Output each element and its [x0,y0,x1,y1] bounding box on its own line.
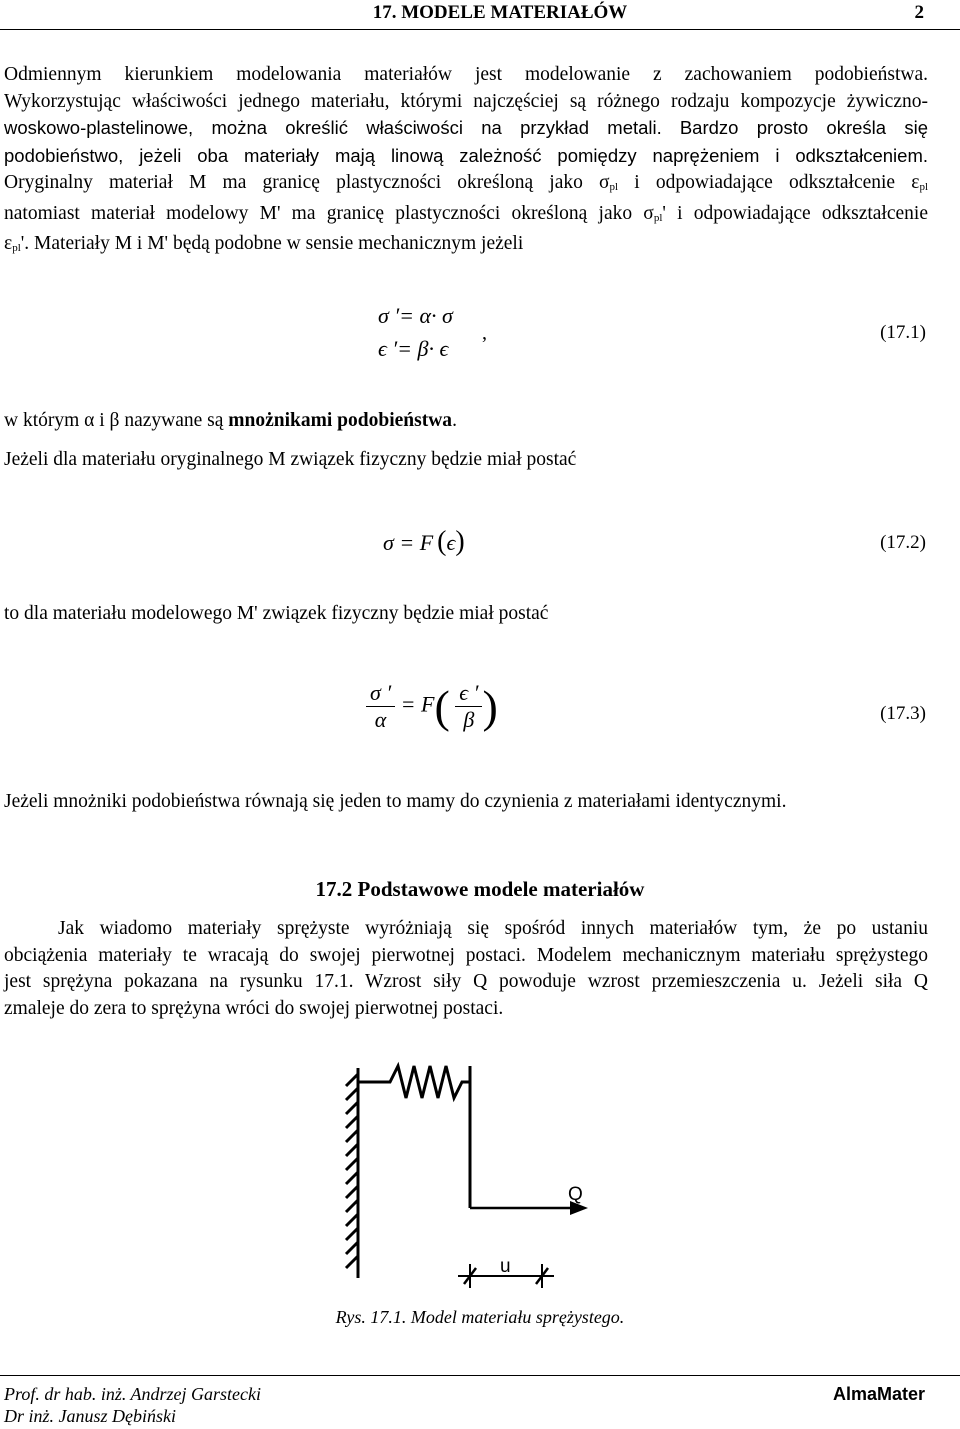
para-line [4,115,928,143]
para-line: Odmiennym kierunkiem modelowania materiałów jest modelowanie z zachowaniem podobieństwa. [4,64,928,85]
equals-f: = F [400,691,435,717]
equation-17-1-line2: ϵ ′= β· ϵ [378,336,449,361]
text-run: Oryginalny materiał M ma granicę plastyczności określoną jako σ [4,172,610,193]
text-run: . [452,410,457,431]
fraction-numerator: σ ′ [366,680,395,707]
fraction-right [455,680,482,733]
intro-paragraph [4,62,928,262]
para-line: obciążenia materiały te wracają do swojej pierwotnej postaci. Modelem mechanicznym materiału sprężystego [4,944,928,966]
equation-argument: ϵ [446,530,456,555]
equation-17-2: σ = F (ϵ) [383,526,465,557]
fixed-support [346,1068,358,1278]
figure-caption: Rys. 17.1. Model materiału sprężystego. [335,1307,625,1327]
para-line: Jak wiadomo materiały sprężyste wyróżniają się spośród innych materiałów tym, że po ustaniu [58,918,928,939]
para-line [4,231,928,262]
spring-coil [358,1066,470,1098]
fraction-left [366,680,395,733]
subscript: pl [919,181,928,193]
footer-author-2: Dr inż. Janusz Dębiński [4,1406,176,1426]
section-heading: 17.2 Podstawowe modele materiałów [315,877,645,901]
displacement-u-label: u [500,1256,511,1277]
para-line [4,143,928,171]
fraction-denominator: α [374,707,387,732]
para-line: jest sprężyna pokazana na rysunku 17.1. Wzrost siły Q powoduje wzrost przemieszczenia u. Jeżeli siła Q [4,971,928,992]
equation-number-17-2: (17.2) [880,532,926,553]
model-material-text: to dla materiału modelowego M' związek fizyczny będzie miał postać [4,603,549,624]
force-q-label: Q [568,1184,583,1205]
text-run: ' i odpowiadające odkształcenie [662,202,928,224]
fraction-numerator: ϵ ′ [455,680,482,707]
identical-materials-text: Jeżeli mnożniki podobieństwa równają się jeden to mamy do czynienia z materiałami identycznymi. [4,791,787,812]
footer-divider [0,1375,960,1376]
spring-model-figure [330,1060,590,1300]
fraction-denominator: β [463,707,475,732]
para-line [4,201,928,232]
original-material-text: Jeżeli dla materiału oryginalnego M związek fizyczny będzie miał postać [4,449,577,470]
equation-17-3: $\frac{\sigma '}{\alpha}$ = F( $\frac{\epsilon '}{\beta}$ ) [366,680,498,733]
equation-number-17-3: (17.3) [880,703,926,724]
subscript: pl [609,181,619,193]
page-number: 2 [914,2,924,23]
equation-17-1-line1: σ ′= α· σ [378,303,453,328]
text-run: i odpowiadające odkształcenie ε [618,172,920,193]
text-run: w którym α i β nazywane są [4,410,229,431]
page-header-title: 17. MODELE MATERIAŁÓW [372,2,628,23]
para-line: Wykorzystując właściwości jednego materiału, którymi najczęściej są różnego rodzaju kompozycje żywiczno- [4,90,928,112]
sans-text-run: woskowo-plastelinowe, można określić właściwości na przykład metali. [4,117,662,138]
subscript: pl [12,242,21,254]
equation-number-17-1: (17.1) [880,322,926,343]
equation-lhs: σ = F [383,530,434,555]
bold-term: mnożnikami podobieństwa [228,410,453,431]
header-divider [0,29,960,30]
subscript: pl [653,211,663,224]
text-run: natomiast materiał modelowy M' ma granicę plastyczności określoną jako σ [4,202,654,224]
text-run: ε [4,233,13,254]
para-line: zmaleje do zera to sprężyna wróci do swojej pierwotnej postaci. [4,997,504,1019]
elastic-model-paragraph [4,916,928,1022]
equation-comma: , [482,322,487,344]
sans-text-run: podobieństwo, jeżeli oba materiały mają linową zależność pomiędzy naprężeniem i odkształceniem. [4,144,928,166]
footer-author-1: Prof. dr hab. inż. Andrzej Garstecki [4,1384,261,1404]
similarity-multipliers-text [4,410,457,432]
para-line [4,170,928,201]
sans-text-run: Bardzo prosto określa się [679,117,929,138]
text-run: '. Materiały M i M' będą podobne w sensie mechanicznym jeżeli [20,233,524,254]
footer-brand: AlmaMater [832,1384,925,1404]
